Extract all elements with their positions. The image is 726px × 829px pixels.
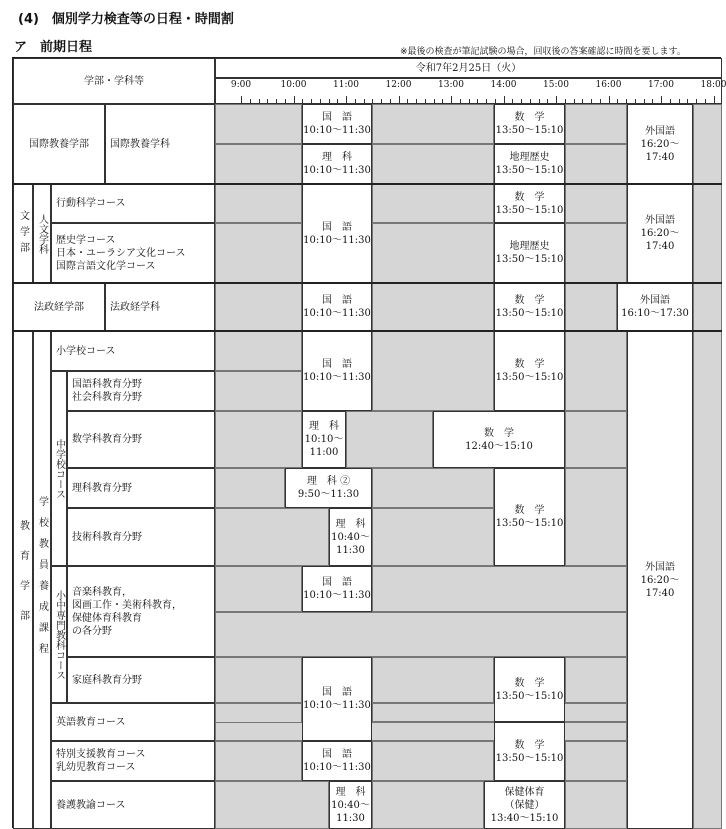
no-exam [372,741,494,781]
time-tick [337,99,338,103]
time-label: 10:00 [280,80,307,90]
no-exam [565,411,627,468]
time-tick [652,99,653,103]
no-exam [693,283,722,331]
no-exam [565,184,627,223]
schedule-table [12,57,726,828]
time-tick [416,99,417,103]
no-exam [565,223,627,283]
sub-heading: ア 前期日程 [14,40,93,55]
time-tick [617,99,618,103]
time-label: 9:00 [230,80,252,90]
time-tick [442,99,443,103]
exam-science: 理 科 10:10～11:30 [302,144,372,184]
law-faculty: 法政経学部 [13,283,105,331]
exam-japanese: 国 語 10:10～11:30 [302,331,372,411]
time-tick [530,99,531,103]
no-exam [565,144,627,184]
lit-course-behavior: 行動科学コース [51,184,215,223]
no-exam [215,612,627,657]
exam-japanese: 国 語 10:10～11:30 [302,184,372,283]
exam-math: 数 学 13:50～15:10 [494,283,565,331]
time-tick [390,99,391,103]
date-header: 令和7年2月25日（火） [215,58,722,78]
time-tick [547,99,548,103]
section-divider [13,183,722,185]
no-exam [565,283,617,331]
time-tick [276,99,277,103]
time-tick [495,99,496,103]
time-tick [451,96,452,103]
jh-science: 理科教育分野 [67,468,215,508]
no-exam [693,331,722,829]
no-exam [346,411,433,468]
time-tick [250,99,251,103]
time-tick [504,96,505,103]
no-exam [372,508,494,566]
special-course: 特別支援教育コース 乳幼児教育コース [51,741,215,781]
time-tick [696,99,697,103]
no-exam [372,657,494,703]
edu-program: 学校教員養成課程 [33,331,51,829]
no-exam [372,223,494,283]
time-tick [399,96,400,103]
time-label: 16:00 [595,80,622,90]
sp-course: 小中専門教科コース [51,566,67,703]
time-label: 14:00 [490,80,517,90]
elem-course: 小学校コース [51,331,215,371]
time-tick [311,99,312,103]
time-tick [469,99,470,103]
time-label: 17:00 [648,80,674,90]
time-tick [591,99,592,103]
time-label: 12:00 [385,80,412,90]
no-exam [565,331,627,411]
exam-math: 数 学 13:50～15:10 [494,104,565,144]
no-exam [215,741,302,781]
exam-japanese: 国 語 10:10～11:30 [302,104,372,144]
section-heading: (4) 個別学力検査等の日程・時間割 [18,12,234,27]
intl-faculty: 国際教養学部 [13,104,105,184]
exam-health-pe: 保健体育 （保健） 13:40～15:10 [484,781,565,829]
no-exam [215,566,302,612]
time-label: 18:00 [700,80,726,90]
time-tick [635,99,636,103]
jh-japanese-social: 国語科教育分野 社会科教育分野 [67,371,215,411]
sp-music-art-pe: 音楽科教育， 図画工作・美術科教育， 保健体育科教育 の各分野 [67,566,215,657]
no-exam [215,144,302,184]
time-tick [705,99,706,103]
no-exam [215,468,285,508]
exam-science-2: 理 科 ② 9:50～11:30 [285,468,372,508]
exam-science: 理 科 10:40～ 11:30 [329,508,372,566]
no-exam [215,283,302,331]
law-dept: 法政経学科 [105,283,215,331]
time-tick [670,99,671,103]
nurse-course: 養護教諭コース [51,781,215,829]
time-tick [477,99,478,103]
intl-dept: 国際教養学科 [105,104,215,184]
no-exam [215,781,329,829]
no-exam [215,184,302,223]
exam-math-long: 数 学 12:40～15:10 [433,411,565,468]
time-tick [259,99,260,103]
time-tick [320,99,321,103]
no-exam [215,657,302,703]
no-exam [215,223,302,283]
no-exam [372,104,494,144]
sp-home-economics: 家庭科教育分野 [67,657,215,703]
no-exam [215,722,627,741]
no-exam [693,104,722,184]
time-tick [582,99,583,103]
exam-math: 数 学 13:50～15:10 [494,657,565,722]
lit-faculty: 文学部 [13,184,33,283]
no-exam [372,566,627,612]
time-tick [714,96,715,103]
no-exam [565,104,627,144]
time-tick [609,96,610,103]
time-tick [661,96,662,103]
exam-foreign-language: 外国語 16:20～17:40 [627,104,693,184]
time-tick [302,99,303,103]
exam-geo-history: 地理歴史 13:50～15:10 [494,223,565,283]
time-tick [407,99,408,103]
time-tick [679,99,680,103]
time-tick [425,99,426,103]
faculty-column-header: 学部・学科等 [13,58,215,104]
english-course: 英語教育コース [51,703,215,741]
exam-japanese: 国 語 10:10～11:30 [302,741,372,781]
no-exam [565,468,627,566]
time-tick [521,99,522,103]
time-tick [364,99,365,103]
time-tick [267,99,268,103]
exam-math: 数 学 13:50～15:10 [494,331,565,411]
exam-foreign-language: 外国語 16:20～17:40 [627,184,693,283]
time-tick [241,96,242,103]
time-tick [574,99,575,103]
edu-faculty: 教育学部 [13,331,33,829]
time-label: 11:00 [333,80,359,90]
no-exam [372,781,484,829]
time-tick [381,99,382,103]
exam-japanese: 国 語 10:10～11:30 [302,657,372,741]
section-divider [13,282,722,284]
no-exam [565,781,627,829]
exam-math: 数 学 13:50～15:10 [494,722,565,781]
time-tick [329,99,330,103]
jh-math: 数学科教育分野 [67,411,215,468]
lit-dept: 人文学科 [33,184,51,283]
time-tick [434,99,435,103]
time-tick [644,99,645,103]
no-exam [372,144,494,184]
exam-foreign-language: 外国語 16:20～17:40 [627,331,693,829]
no-exam [215,371,302,411]
time-tick [486,99,487,103]
lit-course-history: 歴史学コース 日本・ユーラシア文化コース 国際言語文化学コース [51,223,215,283]
no-exam [565,741,627,781]
no-exam [565,657,627,703]
exam-math: 数 学 13:50～15:10 [494,184,565,223]
no-exam [215,104,302,144]
note-text: ※最後の検査が筆記試験の場合，回収後の答案確認に時間を要します。 [400,47,686,57]
time-tick [355,99,356,103]
no-exam [215,331,302,371]
exam-geo-history: 地理歴史 13:50～15:10 [494,144,565,184]
time-tick [460,99,461,103]
no-exam [372,184,494,223]
exam-science: 理 科 10:10～ 11:00 [302,411,346,468]
time-tick [687,99,688,103]
no-exam [693,184,722,283]
time-tick [512,99,513,103]
no-exam [215,411,302,468]
jh-course: 中学校コース [51,371,67,566]
time-tick [539,99,540,103]
time-tick [346,96,347,103]
no-exam [215,508,329,566]
exam-science: 理 科 10:40～ 11:30 [329,781,372,829]
time-tick [294,96,295,103]
time-tick [556,96,557,103]
time-tick [600,99,601,103]
time-tick [565,99,566,103]
no-exam [372,331,494,411]
time-tick [626,99,627,103]
time-tick [372,99,373,103]
section-divider [13,330,722,332]
no-exam [372,283,494,331]
no-exam [372,468,494,508]
time-tick [285,99,286,103]
time-label: 13:00 [438,80,464,90]
exam-foreign-language: 外国語 16:10～17:30 [617,283,693,331]
time-label: 15:00 [543,80,569,90]
exam-math: 数 学 13:50～15:10 [494,468,565,566]
exam-japanese: 国 語 10:10～11:30 [302,283,372,331]
jh-technology: 技術科教育分野 [67,508,215,566]
exam-japanese: 国 語 10:10～11:30 [302,566,372,612]
